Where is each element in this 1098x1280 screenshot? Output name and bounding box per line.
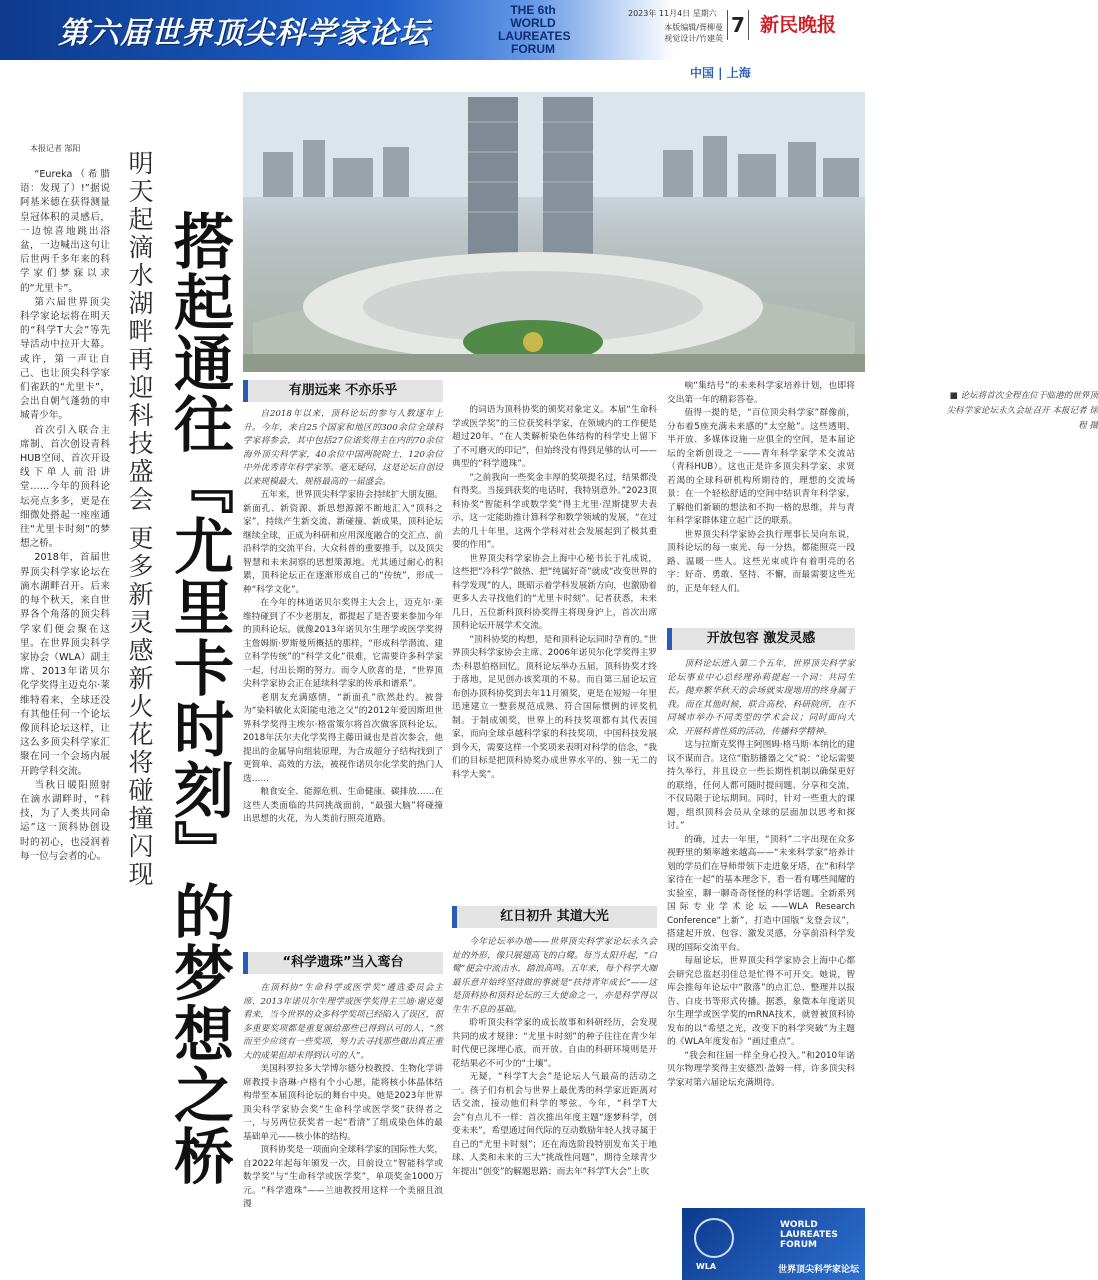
section4-paragraph: 每届论坛，世界顶尖科学家协会上海中心都会研究总监赵羽佳总是忙得不可开交。她说，智库会推每年论坛中“散落”的点汇总、整理并以报告、白皮书等形式传播。据悉，象徵本年度诺贝尔生理学或医学奖的mRNA技术，就曾被顶科协发布的以“希望之光，改变下的科学突破”为主题的《WLA年度发布》“画过重点”。 [667, 956, 855, 1047]
venue-photo-illustration [243, 92, 865, 372]
section3-body [452, 936, 657, 1272]
section1-intro: 自2018年以来，顶科论坛的参与人数逐年上升。今年，来自25个国家和地区的300余位全球科学家将参会，其中包括27位诺奖得主在内的70余位海外顶尖科学家，40余位中国两院院士，120余位中外优秀青年科学家等。毫无疑问，这是论坛自创设以来规模最大、规格最高的一届盛会。 [243, 409, 443, 487]
section3-paragraph: 聆听顶尖科学家的成长故事和科研经历，会发现共同的成才规律：“尤里卡时刻”的种子往往在青少年时代便已深埋心底，而开放、自由的科研环境则是开花结果必不可少的“土壤”。 [452, 1018, 657, 1069]
section4-paragraph: “我会和往届一样全身心投入。”和2010年诺贝尔物理学奖得主安德烈·盖姆一样，许多顶尖科学家对第六届论坛充满期待。 [667, 1050, 855, 1088]
middle-paragraph: 世界顶尖科学家协会上海中心秘书长于礼成说，这些把“冷科学”做热、把“纯属好奇”就成“改变世界的科学发现”的人，既昭示着学科发展新方向，也激励着更多人去寻找他们的“尤里卡时刻”。记者获悉，未来几日，五位新科顶科协奖得主将现身沪上，首次出席顶科论坛开展学术交流。 [452, 553, 657, 631]
wla-name-en: WORLD LAUREATES FORUM [780, 1220, 838, 1250]
left-paragraph: “Eureka（希腊语：发现了）!”据说阿基米德在获得测量皇冠体积的灵感后，一边惊喜地跳出浴盆，一边喊出这句让后世两千多年来的科学家们梦寐以求的“尤里卡”。 [20, 169, 110, 294]
section2-paragraph: 美国科罗拉多大学博尔德分校教授、生物化学讲席教授卡洛琳·卢格有个小心愿，能将核小体晶体结构带至本届顶科论坛的舞台中央。她是2023年世界顶尖科学家协会奖“生命科学或医学奖”获得者之一，与另两位获奖者一起“看清”了组成染色体的最基础单元——核小体的结构。 [243, 1064, 443, 1142]
section2-paragraph: 顶科协奖是一项面向全球科学家的国际性大奖，自2022年起每年颁发一次，目前设立“智能科学或数学奖”与“生命科学或医学奖”，单项奖金1000万元。“科学遗珠”——兰迪教授用这样一个美丽且浪漫 [243, 1145, 443, 1209]
section4-intro: 顶科论坛进入第二个五年，世界顶尖科学家论坛事业中心总经理孙莉提起一个词：共同生长。抛弃繁华秋天的会场就实现地用的终身属于我。而在其他时候，联合高校、科研院所，在不同城市举办不同类型的学术会议；同时面向大众，开展科普性质的活动，传播科学精神。 [667, 659, 855, 737]
section2-body [243, 982, 443, 1272]
left-paragraph: 首次引入联合主席制、首次创设青科HUB空间、首次开设线下单人前沿讲堂……今年的顶科论坛亮点多多，更是在细微处搭起一座座通往“尤里卡时刻”的梦想之桥。 [20, 424, 110, 550]
headline-main: 搭起通往『尤里卡时刻』的梦想之桥 [164, 210, 234, 1186]
section3-paragraph: 无疑，“科学T大会”是论坛人气最高的活动之一。孩子们有机会与世界上最优秀的科学家近距离对话交流，接动他们科学的琴弦。今年，“科学T大会”有点儿不一样：首次推出年度主题“逐梦科学，创变未来”，希望通过间代际的互动数励年轻人找寻属于自己的“尤里卡时刻”；还在海选阶段特别发布关于地球、人类和未来的三大“挑战性问题”，期待全球青少年提出“创变”的解题思路；而去年“科学T大会”上吹 [452, 1072, 657, 1177]
issue-date: 2023年 11月4日 星期六 [628, 9, 717, 18]
middle-paragraph: “顶科协奖的构想，是和顶科论坛同时孕育的。”世界顶尖科学家协会主席、2006年诺贝尔化学奖得主罗杰·科恩伯格回忆。顶科论坛举办五届，顶科协奖才终于落地，足见创办该奖项的不易。而自第三届论坛宣布创办顶科协奖到去年11月颁奖，更是在短短一年里迅速建立一整套规范成熟、符合国际惯例的评奖机制。于制成颁奖，世界上的科技奖项都有其代表国家，而向全球卓越科学家的科技奖项，中国科技发展到今天，需要这样一个奖项来表明对科学的信念，“我们的目标是把顶科协奖办成世界水平的、独一无二的科学大奖”。 [452, 634, 657, 780]
section2-intro: 在顶科协“生命科学或医学奖”遴选委员会主席、2013年诺贝尔生理学或医学奖得主兰迪·谢克曼看来，当今世界的众多科学奖项已经陷入了误区，很多重要奖项都是重复颁给那些已得到认可的人，“然而至少应该有一些奖项，努力去寻找那些做出真正重大的成果但却未得到认可的人”。 [243, 983, 443, 1061]
section-heading-gems: “科学遗珠”当入鸾台 [243, 952, 443, 974]
photo-caption: ■ 论坛将首次全程在位于临港的世界顶尖科学家论坛永久会址召开 本报记者 徐程 摄 [946, 391, 1098, 431]
masthead [0, 0, 865, 60]
middle-column [452, 404, 657, 896]
left-body [20, 168, 110, 864]
editors-credit: 本版编辑/胥柳曼 视觉设计/竹建英 [664, 23, 723, 43]
section1-paragraph: 粮食安全、能源危机、生命健康、碳排放……在这些人类面临的共同挑战面前，“最强大脑”将碰撞出思想的火花，为人类前行照亮道路。 [243, 787, 443, 824]
section4-body [667, 658, 855, 1204]
right-paragraph: 响“集结号”的未来科学家培养计划，也即将交出第一年的精彩答卷。 [667, 381, 855, 405]
forum-title: 第六届世界顶尖科学家论坛 [58, 16, 430, 51]
right-paragraph: 值得一提的是，“百位顶尖科学家”群像前，分布着5座充满未来感的“太空舱”。这些透明、半开放、多媒体设施一应俱全的空间，是本届论坛的全新创设之一——青年科学家学术交流站（青科HUB）。这也正是许多顶尖科学家、求贤若渴的全球科研机构所期待的，理想的交流场景：在一个轻松舒适的空间中结识青年科学家，了解他们新颖的想法和不拘一格的思维，并与青年科学家群体建立起广泛的联系。 [667, 408, 855, 526]
section3-intro: 今年论坛举办地——世界顶尖科学家论坛永久会址的外形，像只展翅高飞的白鹭。每当太阳升起，“白鹭”便会中流击水，踏浪高鸣。五年来，每个科学大咖最乐意并始终坚持做的事就是“扶持青年成长”——这是顶科协和顶科论坛的三大使命之一，亦是科学得以生生不息的基础。 [452, 937, 657, 1015]
section1-paragraph: 在今年的林道诺贝尔奖得主大会上，迈克尔·莱维特碰到了不少老朋友，都提起了是否要来参加今年的顶科论坛。就像2013年诺贝尔生理学或医学奖得主詹姆斯·罗斯曼所概括的那样，“形成科学潜流、建立科学传统”的“科学文化”很难，它需要许多科学家一起，付出长期的努力。而令人欣喜的是，“世界顶尖科学家协会正在延续科学家的传承和谱系”。 [243, 598, 443, 689]
middle-paragraph: “之前我向一些奖金丰厚的奖项提名过，结果都没有得奖。当接到获奖的电话时，我特别意外。”2023顶科协奖“智能科学或数学奖”得主尤里·涅斯捷罗夫表示，这一定能助推计算科学和数学领域的发展，“在过去的几十年里，这两个学科对社会发展起到了极其重要的作用”。 [452, 472, 657, 550]
left-column [20, 143, 110, 864]
wla-logo [682, 1208, 865, 1280]
left-paragraph: 当秋日暖阳照射在滴水湖畔时，“科技，为了人类共同命运”这一顶科协创设时的初心，也浸润着每一位与会者的心。 [20, 779, 110, 862]
middle-paragraph: 的词语为顶科协奖的颁奖对象定义。本届“生命科学或医学奖”的三位获奖科学家，在领域内的工作便是超过20年。“在人类解析染色体结构的科学史上留下了不可磨灭的印记”，但始终没有得到足够的认可——典型的“科学遗珠”。 [452, 405, 657, 469]
section4-paragraph: 的确，过去一年里，“顶科”二字出现在众多视野里的频率越来越高——“未来科学家”培养计划的学员们在导师带领下走进象牙塔，在“和科学家待在一起”的基本理念下，看一看有哪些闻耀的实验室，聊一聊奇奇怪怪的科学话题。全新系列国际专业学术论坛——WLA Research Conference“上新”，打造中国版“戈登会议”，搭建起开放、包容、激发灵感，分享前沿科学发现的国际交流平台。 [667, 834, 855, 953]
newspaper-name: 新民晚报 [760, 14, 837, 36]
right-column-top [667, 380, 855, 620]
right-paragraph: 世界顶尖科学家协会执行理事长吴向东说，顶科论坛的每一束光、每一分热，都能照亮一段路、温暖一些人。这些光束或许有着明亮的名字：好奇、勇敢、坚持、不懈，而最需要这些光的，正是年轻人们。 [667, 529, 855, 594]
section1-body [243, 408, 443, 896]
reporter-byline: 本报记者 郜阳 [30, 144, 81, 153]
section1-paragraph: 老朋友充满感情，“新面孔”欣然赴约。被誉为“染料敏化太阳能电池之父”的2012年爱因斯坦世界科学奖得主埃尔·格雷策尔将首次做客顶科论坛。2018年沃尔夫化学奖得主藤田诚也是首次参会，他提出的金属导向组装原理，为合成超分子结构找到了更简单、高效的方法，被视作诺贝尔化学奖的热门人选…… [243, 692, 443, 784]
wla-abbr: WLA [696, 1262, 717, 1271]
left-paragraph: 第六届世界顶尖科学家论坛将在明天的“科学T大会”等先导活动中拉开大幕。或许，第一声让自己、也让顶尖科学家们雀跃的“尤里卡”，会出自朝气蓬勃的申城青少年。 [20, 296, 110, 422]
section-heading-sunrise: 红日初升 其道大光 [452, 906, 657, 928]
forum-title-en: THE 6th WORLD LAUREATES FORUM [498, 3, 571, 56]
section1-paragraph: 五年来，世界顶尖科学家协会持续扩大朋友圈。新面孔、新资源、新思想源源不断地汇入“顶科之家”，持续产生新交流、新碰撞、新成果，顶科论坛继续全球，正成为科研和应用深度融合的交汇点、前沿科学的交流平台、大众科普的重要推手，以及顶尖智慧和未来洞察的思想策源地。尤其通过耐心的积累，顶科论坛正在逐渐形成自己的“传统”，形成一种“科学文化”。 [243, 490, 443, 595]
headline-subtitle: 明天起滴水湖畔再迎科技盛会 更多新灵感新火花将碰撞闪现 [125, 150, 154, 889]
page-number: 7 [727, 10, 749, 40]
wla-name-cn: 世界顶尖科学家论坛 [778, 1265, 860, 1275]
globe-icon [694, 1218, 734, 1258]
section-heading-friends: 有朋远来 不亦乐乎 [243, 380, 443, 402]
section4-paragraph: 这与拉斯克奖得主阿图姆·格马斯·本纳比的建议不谋而合。这位“脂肪播器之父”说：“论坛需要持久举行，并且设立一些长期性机制以确保更好的联络，任何人都可随时提问题、分享和交流，不仅局限于论坛期间。同时，针对一些重大的课题，组织顶科会员从全球的层面加以思考和探讨。” [667, 740, 855, 831]
section-heading-open: 开放包容 激发灵感 [667, 628, 855, 650]
left-paragraph: 2018年，首届世界顶尖科学家论坛在滴水湖畔召开。后来的每个秋天，来自世界各个角落的顶尖科学家们便会聚在这里。在世界顶尖科学家协会（WLA）副主席、2013年诺贝尔化学奖得主迈克尔·莱维特看来，全球还没有其他任何一个论坛像顶科论坛这样，让这么多顶尖科学家汇聚在同一个会场内展开跨学科交流。 [20, 552, 110, 777]
region-label: 中国 | 上海 [690, 66, 751, 80]
